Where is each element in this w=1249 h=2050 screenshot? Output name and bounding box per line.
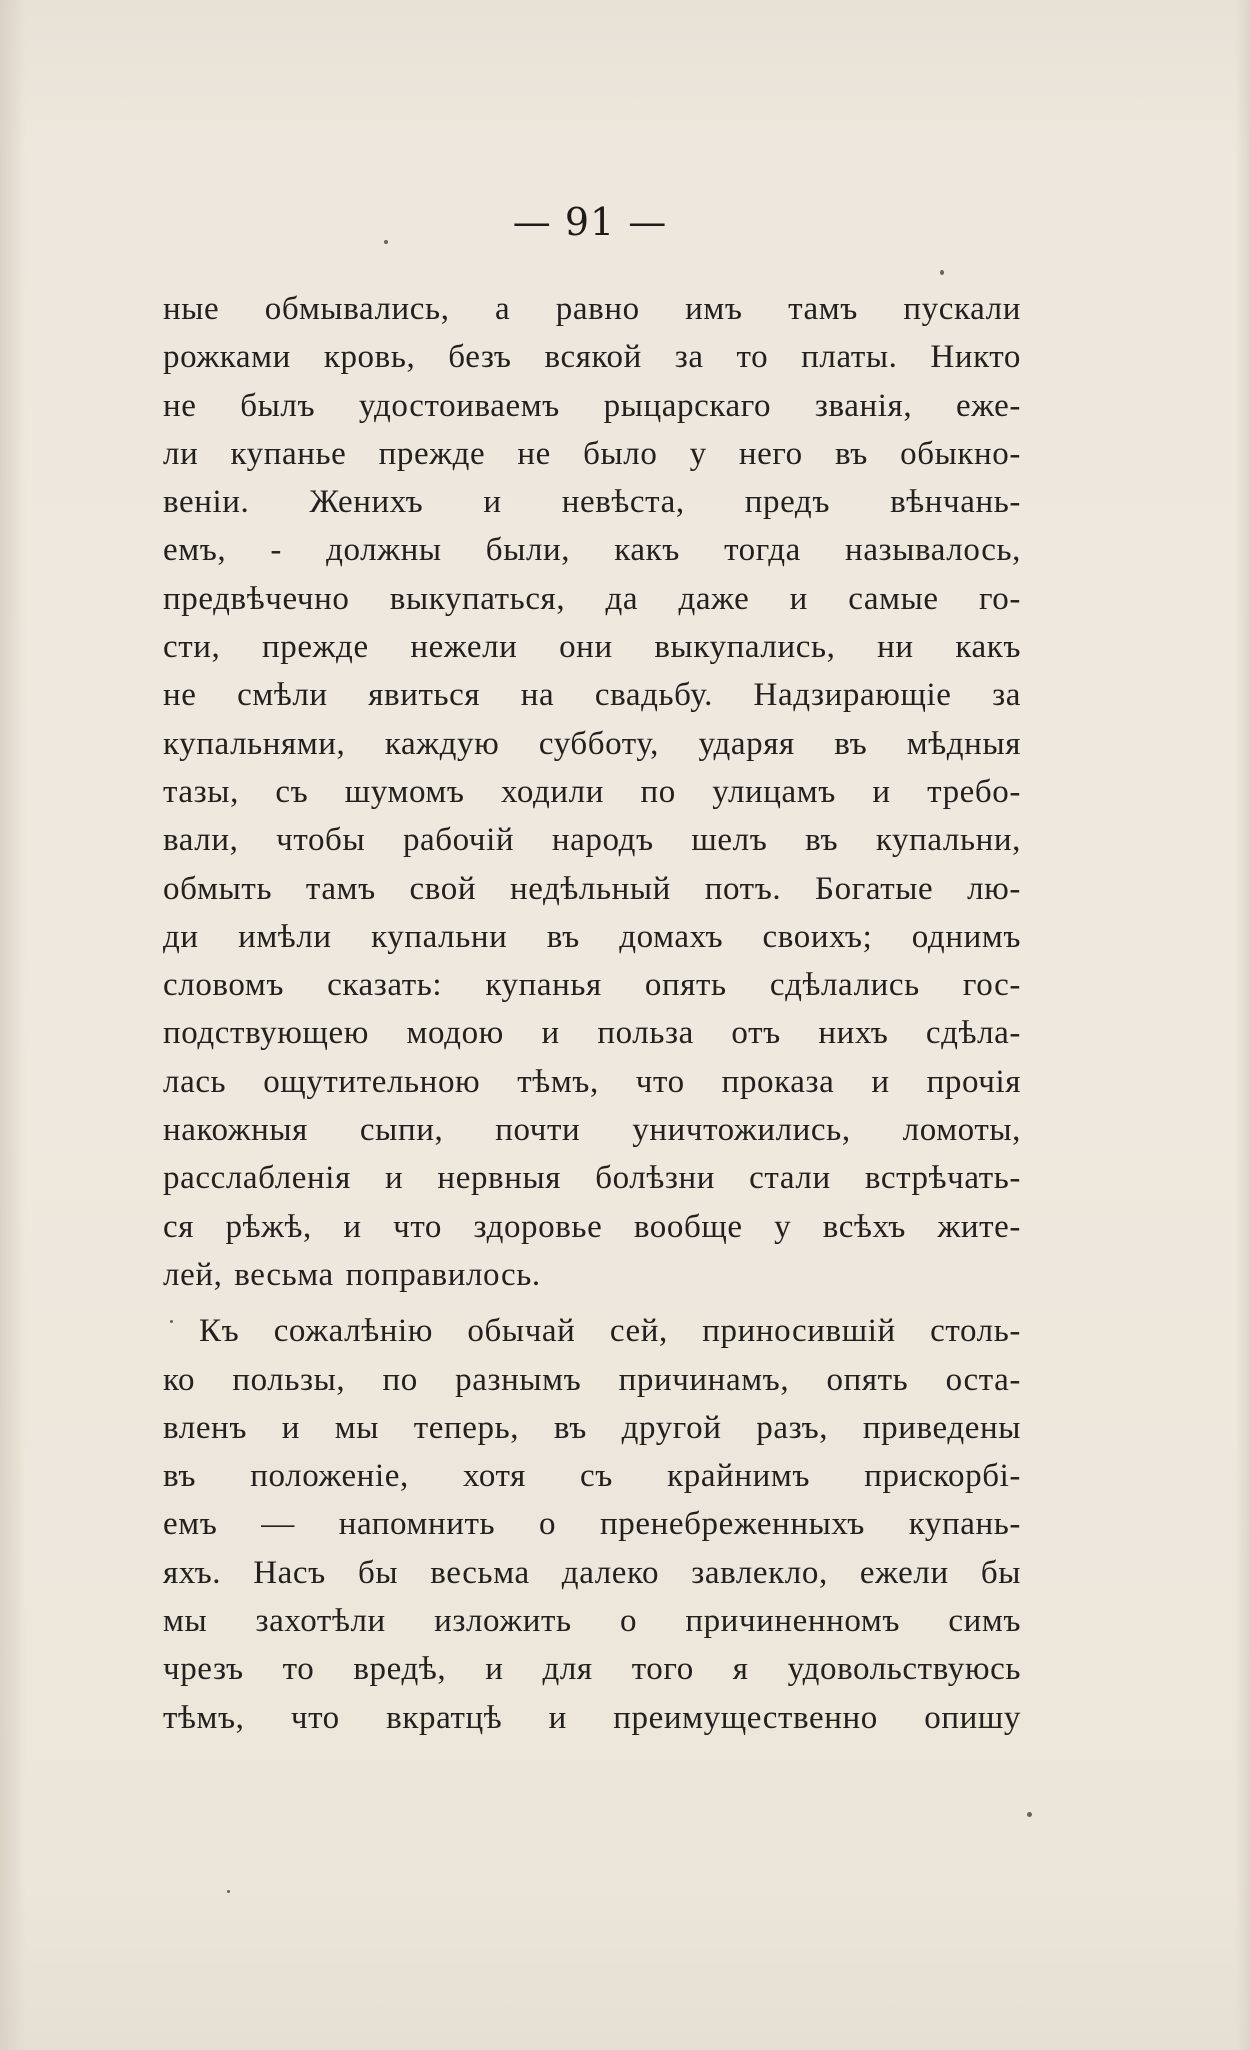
text-line: расслабленія и нервныя болѣзни стали встрѣчать-	[163, 1160, 1021, 1197]
text-line: емъ, - должны были, какъ тогда называлось,	[163, 532, 1021, 569]
body-text	[163, 285, 1021, 1742]
text-line: предвѣчечно выкупаться, да даже и самые го-	[163, 580, 1021, 617]
text-line: тазы, съ шумомъ ходили по улицамъ и требо-	[163, 773, 1021, 810]
text-line: чрезъ то вредѣ, и для того я удовольствуюсь	[163, 1651, 1021, 1688]
text-line: лей, весьма поправилось.	[163, 1256, 541, 1293]
paper-speck	[1027, 1812, 1032, 1817]
text-line: лась ощутительною тѣмъ, что проказа и прочія	[163, 1063, 1021, 1100]
text-line: мы захотѣли изложить о причиненномъ симъ	[163, 1603, 1021, 1640]
text-line: купальнями, каждую субботу, ударяя въ мѣдныя	[163, 725, 1021, 762]
paper-speck	[384, 240, 388, 244]
text-line: ли купанье прежде не было у него въ обыкно-	[163, 435, 1021, 472]
paper-speck	[170, 1320, 173, 1323]
page-number: — 91 —	[512, 200, 668, 244]
text-line: вленъ и мы теперь, въ другой разъ, приведены	[163, 1409, 1021, 1446]
text-line: ся рѣжѣ, и что здоровье вообще у всѣхъ жите-	[163, 1208, 1021, 1245]
text-line: въ положеніе, хотя съ крайнимъ прискорбі-	[163, 1458, 1021, 1495]
text-line: словомъ сказать: купанья опять сдѣлались гос-	[163, 967, 1021, 1004]
text-line: вали, чтобы рабочій народъ шелъ въ купальни,	[163, 822, 1021, 859]
text-line: не смѣли явиться на свадьбу. Надзирающіе за	[163, 677, 1021, 714]
text-line: сти, прежде нежели они выкупались, ни какъ	[163, 629, 1021, 666]
text-line: веніи. Женихъ и невѣста, предъ вѣнчань-	[163, 484, 1021, 521]
paper-speck	[227, 1890, 230, 1893]
text-line: тѣмъ, что вкратцѣ и преимущественно опишу	[163, 1699, 1021, 1736]
paragraph-gap	[163, 1299, 1021, 1307]
text-line: емъ — напомнить о пренебреженныхъ купань-	[163, 1506, 1021, 1543]
text-line: обмыть тамъ свой недѣльный потъ. Богатые лю-	[163, 870, 1021, 907]
text-line: рожками кровь, безъ всякой за то платы. Никто	[163, 339, 1021, 376]
text-line: ные обмывались, а равно имъ тамъ пускали	[163, 291, 1021, 327]
text-line: не былъ удостоиваемъ рыцарскаго званія, еже-	[163, 387, 1021, 424]
paper-speck	[940, 270, 944, 275]
text-line: накожныя сыпи, почти уничтожились, ломоты,	[163, 1112, 1021, 1149]
text-line: подствующею модою и польза отъ нихъ сдѣла-	[163, 1015, 1021, 1052]
text-line: Къ сожалѣнію обычай сей, приносившій столь-	[199, 1313, 1021, 1350]
text-line: яхъ. Насъ бы весьма далеко завлекло, ежели бы	[163, 1554, 1021, 1591]
text-line: ди имѣли купальни въ домахъ своихъ; однимъ	[163, 918, 1021, 955]
text-line: ко пользы, по разнымъ причинамъ, опять оста-	[163, 1361, 1021, 1398]
